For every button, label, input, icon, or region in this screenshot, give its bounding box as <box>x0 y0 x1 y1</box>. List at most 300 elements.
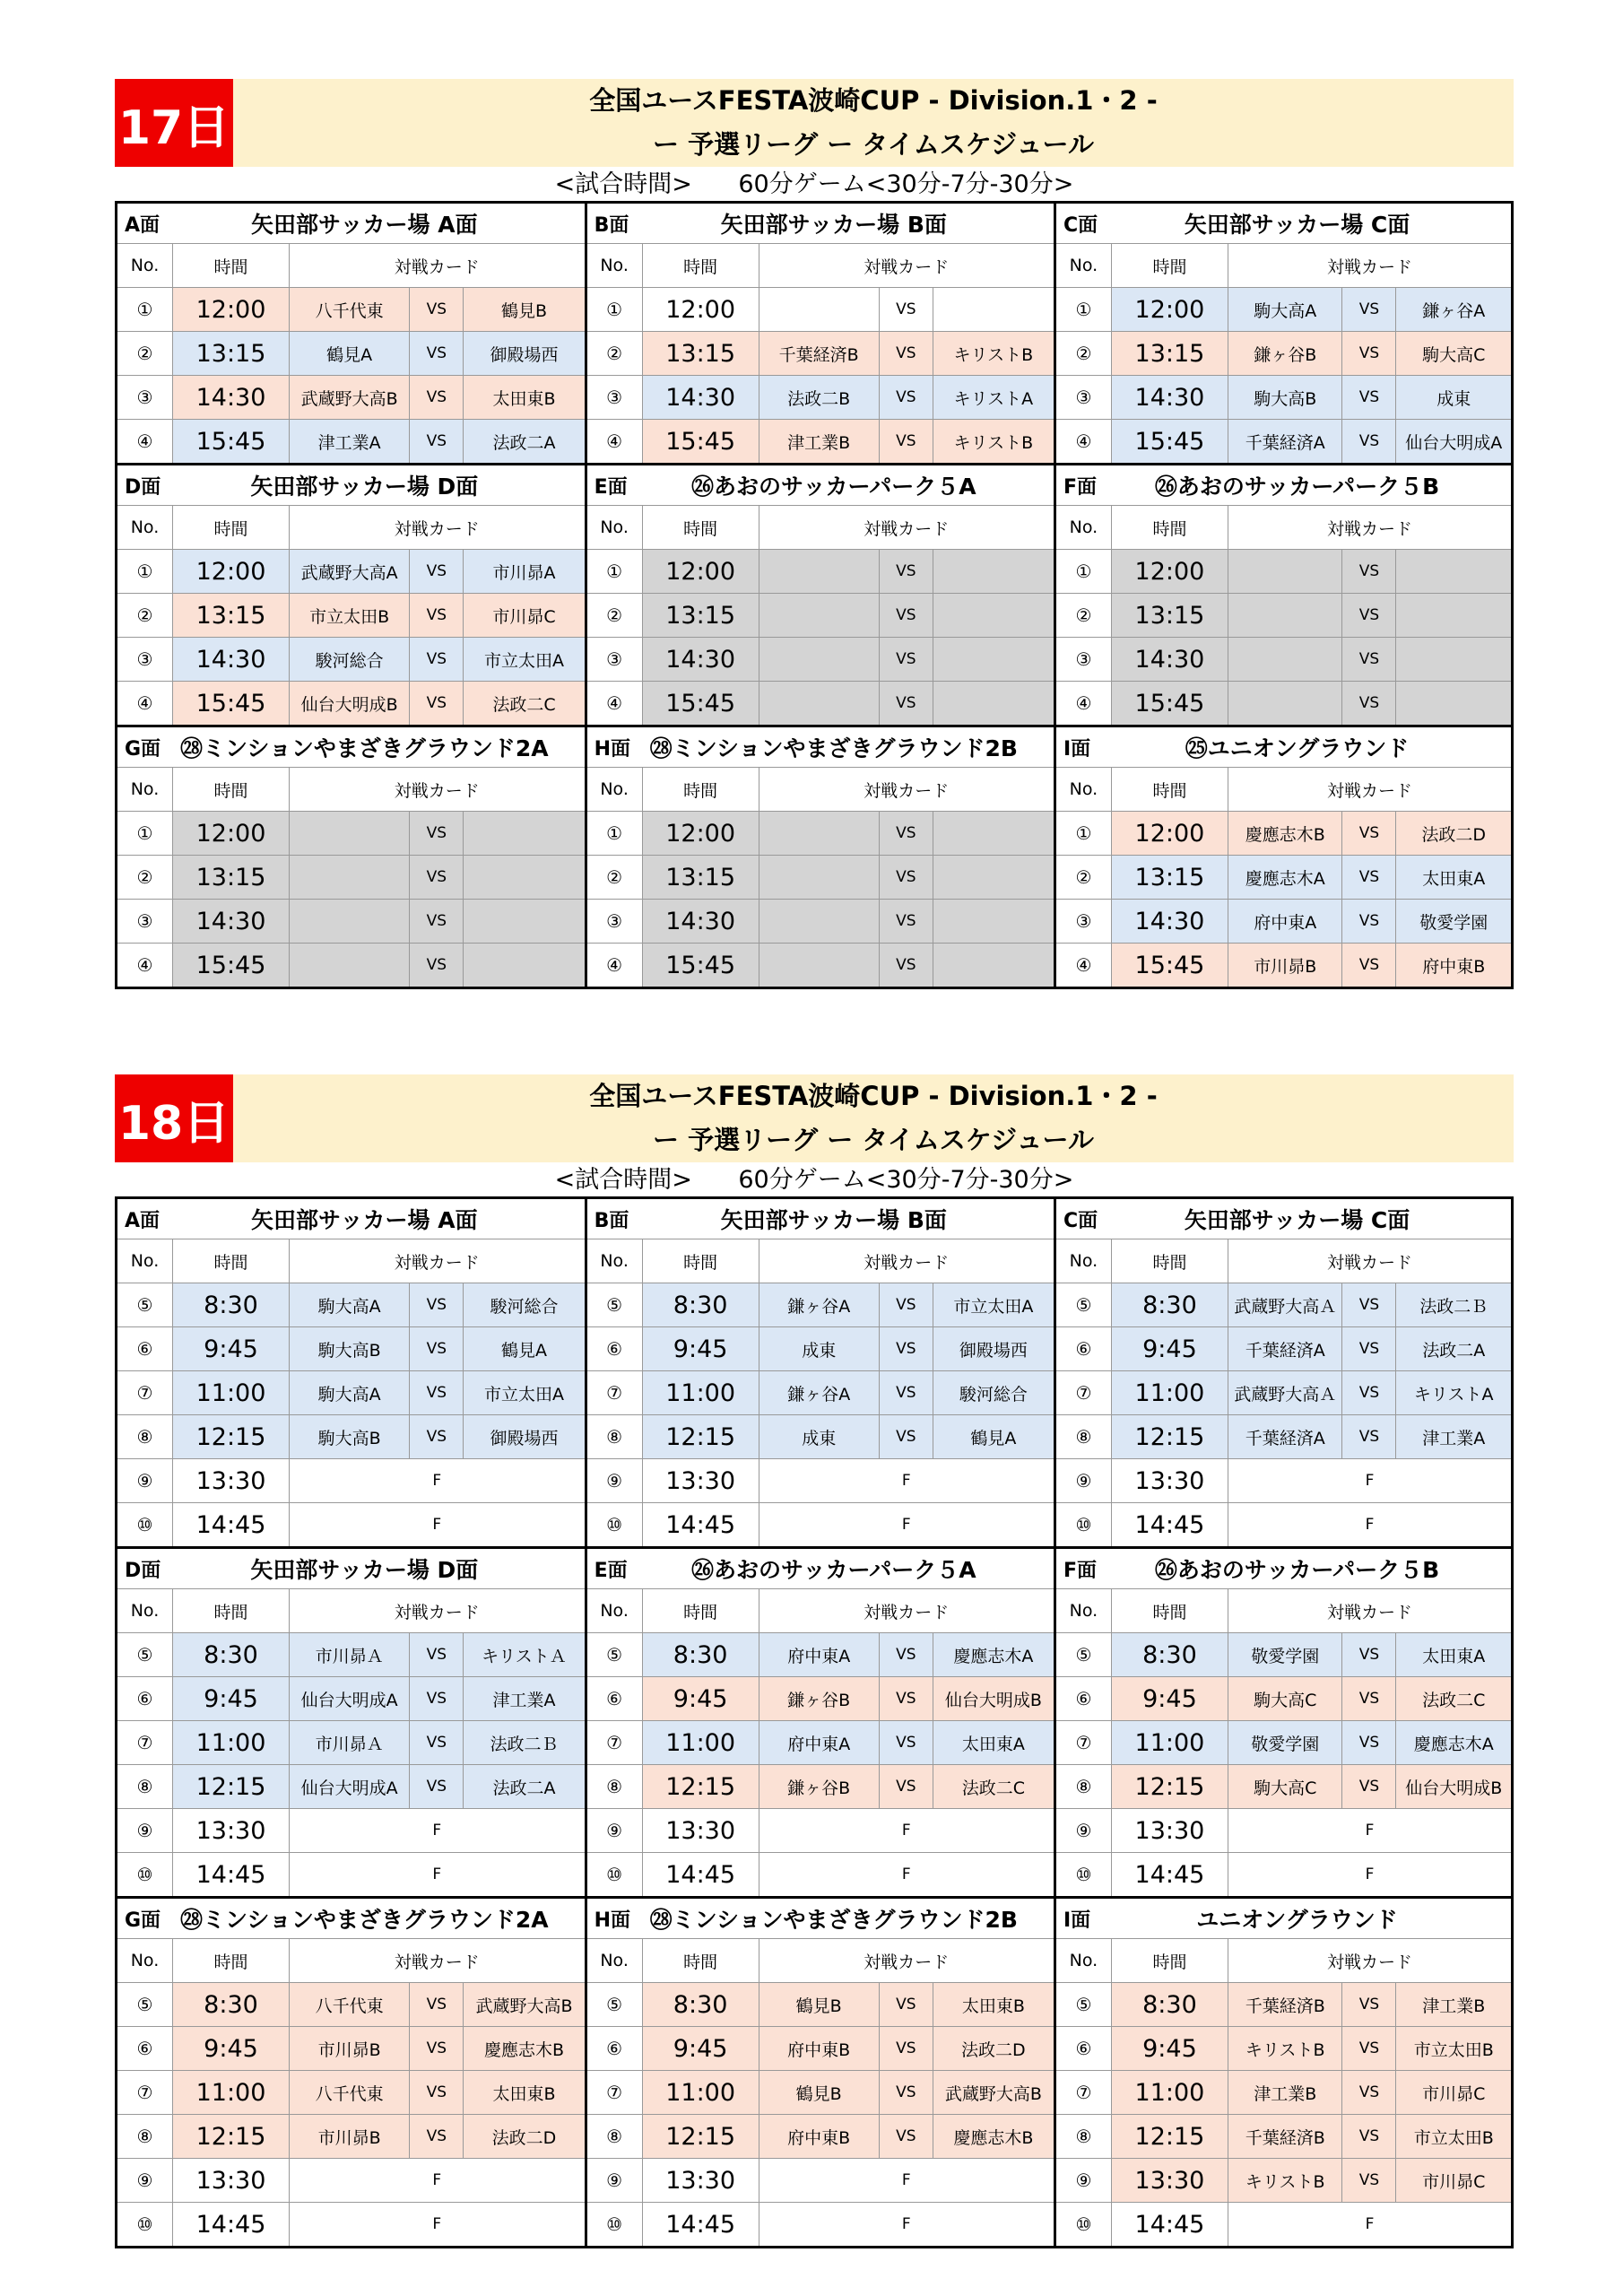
away-team: 慶應志木A <box>953 1646 1034 1666</box>
match-row <box>587 856 1054 900</box>
away-team: 鶴見B <box>500 300 547 321</box>
final-slot: F <box>901 1516 911 1534</box>
match-row <box>1056 1503 1511 1546</box>
vs-label: VS <box>1342 420 1396 463</box>
match-no: ⑥ <box>117 2027 173 2070</box>
home-team: 仙台大明成B <box>290 682 410 725</box>
vs-label: VS <box>880 376 933 419</box>
vs-label: VS <box>880 812 933 855</box>
home-team: 鶴見B <box>759 2071 880 2114</box>
away-team: 津工業A <box>492 1690 556 1710</box>
away-team: 市川昴C <box>492 606 556 627</box>
col-card-header: 対戦カード <box>864 1602 950 1622</box>
column-header-row <box>587 1939 1054 1983</box>
home-team: 府中東A <box>1228 900 1343 943</box>
match-no: ⑩ <box>1056 2203 1112 2246</box>
home-team: 慶應志木B <box>1228 812 1343 855</box>
venue-code: A面 <box>125 1209 161 1232</box>
match-time: 13:30 <box>173 1809 290 1852</box>
venue-table <box>117 1899 587 2246</box>
venue-header <box>587 204 1054 244</box>
col-time-header: 時間 <box>173 1589 290 1632</box>
match-row <box>1056 2027 1511 2071</box>
match-time: 12:00 <box>1112 288 1228 331</box>
match-row <box>587 900 1054 944</box>
home-team <box>759 594 880 637</box>
vs-label: VS <box>410 2027 464 2070</box>
match-row <box>1056 1415 1511 1459</box>
home-team: 市川昴B <box>290 2115 410 2158</box>
match-row <box>587 288 1054 332</box>
col-card-header: 対戦カード <box>1326 1602 1412 1622</box>
home-team <box>1228 682 1343 725</box>
vs-label: VS <box>880 900 933 943</box>
match-row <box>587 1415 1054 1459</box>
col-no-header: No. <box>1056 1939 1112 1982</box>
match-no: ⑧ <box>1056 1765 1112 1808</box>
match-row <box>117 1503 585 1546</box>
away-team: キリストB <box>953 344 1034 365</box>
match-no: ⑥ <box>1056 1677 1112 1720</box>
match-row <box>587 2027 1054 2071</box>
match-row <box>1056 2115 1511 2159</box>
match-no: ② <box>1056 856 1112 899</box>
match-no: ⑨ <box>117 1459 173 1502</box>
match-time-note: <試合時間> 60分ゲーム<30分-7分-30分> <box>554 1166 1074 1194</box>
home-team: 仙台大明成A <box>290 1765 410 1808</box>
match-no: ⑦ <box>587 1721 643 1764</box>
col-time-header: 時間 <box>643 1239 759 1283</box>
column-header-row <box>117 1239 585 1283</box>
col-time-header: 時間 <box>173 1939 290 1982</box>
match-no: ⑦ <box>587 1371 643 1414</box>
match-time: 14:30 <box>1112 900 1228 943</box>
venue-table <box>117 465 587 727</box>
match-no: ⑧ <box>587 1415 643 1458</box>
match-row <box>117 2071 585 2115</box>
home-team <box>759 900 880 943</box>
match-time: 14:45 <box>173 2203 290 2246</box>
match-time: 15:45 <box>173 944 290 987</box>
vs-label: VS <box>1342 2071 1396 2114</box>
home-team: 駒大高B <box>290 1327 410 1370</box>
venue-table <box>117 204 587 465</box>
away-team: 法政二C <box>492 694 556 715</box>
col-card-header: 対戦カード <box>864 1952 950 1972</box>
venue-table <box>587 1549 1056 1899</box>
away-team: 慶應志木A <box>1413 1734 1494 1754</box>
vs-label: VS <box>880 682 933 725</box>
title-line-1: 全国ユースFESTA波崎CUP - Division.1・2 - <box>589 85 1158 116</box>
venue-table <box>587 1899 1056 2246</box>
match-row <box>117 944 585 987</box>
match-no: ⑨ <box>587 1809 643 1852</box>
home-team: 市川昴B <box>1228 944 1343 987</box>
home-team <box>759 812 880 855</box>
col-time-header: 時間 <box>1112 1589 1228 1632</box>
match-no: ② <box>587 332 643 375</box>
venue-code: F面 <box>1063 475 1097 499</box>
home-team: 千葉経済A <box>1228 420 1343 463</box>
column-header-row <box>587 1239 1054 1283</box>
match-no: ⑥ <box>117 1677 173 1720</box>
away-team: 市立太田A <box>483 1384 564 1405</box>
venue-name: ㉕ユニオングラウンド <box>1185 735 1410 761</box>
match-time: 11:00 <box>173 2071 290 2114</box>
match-no: ⑧ <box>1056 2115 1112 2158</box>
match-time: 14:30 <box>1112 638 1228 681</box>
title-box <box>233 1074 1514 1162</box>
col-card-header: 対戦カード <box>394 1952 480 1972</box>
match-time: 13:30 <box>643 2159 759 2202</box>
venue-table <box>1056 465 1511 727</box>
home-team: 敬愛学園 <box>1228 1633 1343 1676</box>
vs-label: VS <box>1342 682 1396 725</box>
home-team: 駿河総合 <box>290 638 410 681</box>
match-time: 13:30 <box>643 1459 759 1502</box>
match-row <box>117 900 585 944</box>
venue-name: ㉘ミンションやまざきグラウンド2A <box>180 735 549 761</box>
away-team: 御殿場西 <box>490 1428 559 1448</box>
match-time: 14:45 <box>1112 1853 1228 1896</box>
title-line-1: 全国ユースFESTA波崎CUP - Division.1・2 - <box>589 1081 1158 1111</box>
home-team: キリストB <box>1228 2159 1343 2202</box>
match-row <box>1056 376 1511 420</box>
vs-label: VS <box>410 1633 464 1676</box>
away-team: 鎌ヶ谷A <box>1422 300 1486 321</box>
column-header-row <box>1056 1589 1511 1633</box>
day-header <box>115 1074 1514 1162</box>
vs-label: VS <box>1342 856 1396 899</box>
col-card-header: 対戦カード <box>864 257 950 277</box>
match-no: ⑤ <box>1056 1633 1112 1676</box>
vs-label: VS <box>880 2071 933 2114</box>
vs-label: VS <box>1342 944 1396 987</box>
away-team: 法政二C <box>1422 1690 1486 1710</box>
col-no-header: No. <box>587 244 643 287</box>
vs-label: VS <box>410 550 464 593</box>
home-team <box>759 856 880 899</box>
vs-label: VS <box>1342 1283 1396 1326</box>
match-no: ⑧ <box>587 1765 643 1808</box>
venue-table <box>587 727 1056 987</box>
venue-table <box>117 1549 587 1899</box>
away-team: 太田東B <box>961 1996 1025 2016</box>
away-team <box>464 856 584 899</box>
venue-code: C面 <box>1063 213 1098 237</box>
match-row <box>117 2115 585 2159</box>
match-no: ⑤ <box>587 1983 643 2026</box>
vs-label: VS <box>410 1765 464 1808</box>
match-time: 12:00 <box>643 550 759 593</box>
home-team: 鎌ヶ谷B <box>759 1765 880 1808</box>
away-team: 法政二A <box>1422 1340 1486 1361</box>
home-team: 鎌ヶ谷A <box>759 1371 880 1414</box>
venue-grid <box>115 201 1514 989</box>
vs-label: VS <box>410 2071 464 2114</box>
match-time: 13:30 <box>1112 1459 1228 1502</box>
match-no: ② <box>1056 594 1112 637</box>
match-no: ⑩ <box>587 1503 643 1546</box>
match-row <box>117 550 585 594</box>
match-time: 14:30 <box>643 376 759 419</box>
vs-label: VS <box>410 638 464 681</box>
match-no: ⑩ <box>1056 1503 1112 1546</box>
venue-name: 矢田部サッカー場 A面 <box>251 1207 478 1233</box>
vs-label: VS <box>410 376 464 419</box>
venue-code: G面 <box>125 737 161 761</box>
col-no-header: No. <box>117 1939 173 1982</box>
match-row <box>117 1721 585 1765</box>
match-row <box>1056 638 1511 682</box>
away-team: 駿河総合 <box>490 1296 559 1317</box>
away-team: 太田東A <box>961 1734 1025 1754</box>
match-time: 12:15 <box>1112 1415 1228 1458</box>
vs-label: VS <box>880 550 933 593</box>
away-team <box>464 944 584 987</box>
match-time: 13:15 <box>1112 856 1228 899</box>
away-team: 市立太田A <box>483 650 564 671</box>
match-no: ② <box>117 332 173 375</box>
match-time: 14:45 <box>643 1503 759 1546</box>
vs-label: VS <box>410 594 464 637</box>
vs-label: VS <box>1342 594 1396 637</box>
match-no: ⑥ <box>1056 2027 1112 2070</box>
match-row <box>587 812 1054 856</box>
venue-name: 矢田部サッカー場 C面 <box>1184 1207 1410 1233</box>
match-row <box>587 1459 1054 1503</box>
match-no: ⑥ <box>117 1327 173 1370</box>
match-no: ④ <box>587 420 643 463</box>
match-no: ④ <box>587 944 643 987</box>
home-team: 津工業B <box>1228 2071 1343 2114</box>
match-no: ① <box>1056 550 1112 593</box>
match-time-note: <試合時間> 60分ゲーム<30分-7分-30分> <box>554 170 1074 198</box>
vs-label: VS <box>1342 1983 1396 2026</box>
match-no: ⑦ <box>117 1371 173 1414</box>
match-time: 13:30 <box>1112 1809 1228 1852</box>
column-header-row <box>587 1589 1054 1633</box>
away-team <box>933 638 1054 681</box>
venue-name: 矢田部サッカー場 C面 <box>1184 212 1410 238</box>
vs-label: VS <box>410 1371 464 1414</box>
match-row <box>1056 420 1511 463</box>
col-card-header: 対戦カード <box>1326 257 1412 277</box>
away-team: 法政二A <box>492 432 556 453</box>
vs-label: VS <box>1342 288 1396 331</box>
venue-table <box>1056 1549 1511 1899</box>
match-time: 9:45 <box>643 2027 759 2070</box>
final-slot: F <box>901 1472 911 1490</box>
column-header-row <box>1056 1239 1511 1283</box>
match-no: ⑧ <box>1056 1415 1112 1458</box>
match-time: 13:30 <box>173 2159 290 2202</box>
match-time: 12:00 <box>173 288 290 331</box>
match-no: ② <box>117 594 173 637</box>
match-time: 9:45 <box>643 1677 759 1720</box>
match-no: ⑦ <box>117 1721 173 1764</box>
match-row <box>587 1633 1054 1677</box>
away-team: 津工業A <box>1422 1428 1486 1448</box>
match-row <box>1056 682 1511 725</box>
final-slot: F <box>1365 1866 1375 1883</box>
column-header-row <box>1056 244 1511 288</box>
home-team: 千葉経済A <box>1228 1327 1343 1370</box>
away-team: 市川昴C <box>1422 2083 1486 2104</box>
match-no: ⑧ <box>117 1765 173 1808</box>
home-team: 仙台大明成A <box>290 1677 410 1720</box>
home-team: 八千代東 <box>290 288 410 331</box>
match-no: ⑩ <box>1056 1853 1112 1896</box>
col-card-header: 対戦カード <box>394 1252 480 1273</box>
match-row <box>117 1415 585 1459</box>
match-time: 13:15 <box>1112 332 1228 375</box>
away-team: 法政二D <box>491 2127 557 2148</box>
match-time: 13:15 <box>643 856 759 899</box>
col-card-header: 対戦カード <box>394 257 480 277</box>
match-no: ⑤ <box>117 1983 173 2026</box>
venue-name: ㉖あおのサッカーパーク５B <box>1154 474 1440 500</box>
match-no: ⑨ <box>1056 1459 1112 1502</box>
col-no-header: No. <box>587 1939 643 1982</box>
col-no-header: No. <box>587 506 643 549</box>
away-team: 法政二D <box>1421 824 1487 845</box>
match-no: ⑤ <box>587 1633 643 1676</box>
match-time: 8:30 <box>173 1633 290 1676</box>
col-card-header: 対戦カード <box>1326 780 1412 801</box>
col-time-header: 時間 <box>643 244 759 287</box>
match-time: 11:00 <box>173 1721 290 1764</box>
home-team: 武蔵野大高A <box>290 550 410 593</box>
vs-label: VS <box>410 944 464 987</box>
home-team: 市立太田B <box>290 594 410 637</box>
match-time: 12:00 <box>1112 550 1228 593</box>
home-team: 八千代東 <box>290 1983 410 2026</box>
match-no: ④ <box>117 682 173 725</box>
match-row <box>1056 1853 1511 1896</box>
home-team: 津工業A <box>290 420 410 463</box>
away-team <box>933 856 1054 899</box>
column-header-row <box>1056 506 1511 550</box>
final-slot: F <box>1365 1822 1375 1839</box>
away-team: 津工業B <box>1422 1996 1486 2016</box>
home-team <box>1228 550 1343 593</box>
away-team: 法政二Ｂ <box>490 1734 559 1754</box>
match-no: ⑩ <box>117 1503 173 1546</box>
match-no: ⑦ <box>1056 2071 1112 2114</box>
col-card-header: 対戦カード <box>1326 518 1412 539</box>
match-no: ⑩ <box>117 2203 173 2246</box>
vs-label: VS <box>1342 1633 1396 1676</box>
match-time: 13:15 <box>173 856 290 899</box>
match-time: 15:45 <box>1112 682 1228 725</box>
match-no: ① <box>587 288 643 331</box>
home-team: 千葉経済B <box>1228 1983 1343 2026</box>
home-team <box>290 900 410 943</box>
venue-code: B面 <box>594 1209 629 1232</box>
venue-table <box>1056 1899 1511 2246</box>
match-row <box>587 2159 1054 2203</box>
home-team: 府中東A <box>759 1633 880 1676</box>
match-time: 8:30 <box>643 1983 759 2026</box>
column-header-row <box>117 1589 585 1633</box>
home-team: キリストB <box>1228 2027 1343 2070</box>
match-no: ④ <box>1056 420 1112 463</box>
vs-label: VS <box>1342 1765 1396 1808</box>
final-slot: F <box>901 2171 911 2189</box>
match-row <box>117 1459 585 1503</box>
vs-label: VS <box>880 1415 933 1458</box>
home-team: 府中東A <box>759 1721 880 1764</box>
match-time: 13:15 <box>1112 594 1228 637</box>
match-no: ④ <box>1056 682 1112 725</box>
match-time: 12:00 <box>643 812 759 855</box>
col-no-header: No. <box>1056 768 1112 811</box>
vs-label: VS <box>1342 1677 1396 1720</box>
home-team: 駒大高A <box>290 1283 410 1326</box>
away-team: 法政二A <box>492 1778 556 1798</box>
match-row <box>1056 1459 1511 1503</box>
column-header-row <box>587 244 1054 288</box>
col-time-header: 時間 <box>1112 1239 1228 1283</box>
home-team: 市川昴Ａ <box>290 1633 410 1676</box>
match-row <box>117 1765 585 1809</box>
venue-name: ㉖あおのサッカーパーク５A <box>690 474 976 500</box>
match-row <box>1056 900 1511 944</box>
match-row <box>117 1283 585 1327</box>
match-row <box>117 1371 585 1415</box>
match-no: ⑨ <box>117 1809 173 1852</box>
day-18-schedule <box>115 1074 1514 2248</box>
away-team <box>933 550 1054 593</box>
match-no: ⑥ <box>587 1677 643 1720</box>
vs-label: VS <box>880 856 933 899</box>
vs-label: VS <box>1342 812 1396 855</box>
venue-header <box>117 1899 585 1939</box>
col-no-header: No. <box>117 1589 173 1632</box>
vs-label: VS <box>880 638 933 681</box>
venue-name: 矢田部サッカー場 D面 <box>250 1557 479 1583</box>
match-no: ⑤ <box>1056 1983 1112 2026</box>
column-header-row <box>1056 768 1511 812</box>
match-row <box>117 594 585 638</box>
venue-header <box>1056 1199 1511 1239</box>
venue-table <box>117 727 587 987</box>
away-team: 鶴見A <box>500 1340 547 1361</box>
venue-code: H面 <box>594 1909 631 1932</box>
vs-label: VS <box>880 1983 933 2026</box>
away-team: 仙台大明成B <box>944 1690 1042 1710</box>
away-team: キリストＡ <box>482 1646 567 1666</box>
match-row <box>1056 1633 1511 1677</box>
away-team: 市川昴A <box>492 562 556 583</box>
match-no: ① <box>117 288 173 331</box>
match-no: ⑧ <box>587 2115 643 2158</box>
col-card-header: 対戦カード <box>394 1602 480 1622</box>
away-team: 慶應志木B <box>483 2039 564 2060</box>
col-time-header: 時間 <box>1112 244 1228 287</box>
home-team: 成東 <box>759 1415 880 1458</box>
vs-label: VS <box>410 1983 464 2026</box>
match-time: 11:00 <box>643 1721 759 1764</box>
col-card-header: 対戦カード <box>864 518 950 539</box>
match-no: ⑧ <box>117 1415 173 1458</box>
col-time-header: 時間 <box>173 244 290 287</box>
venue-name: 矢田部サッカー場 A面 <box>251 212 478 238</box>
match-no: ③ <box>1056 376 1112 419</box>
match-row <box>1056 288 1511 332</box>
match-time: 8:30 <box>1112 1283 1228 1326</box>
